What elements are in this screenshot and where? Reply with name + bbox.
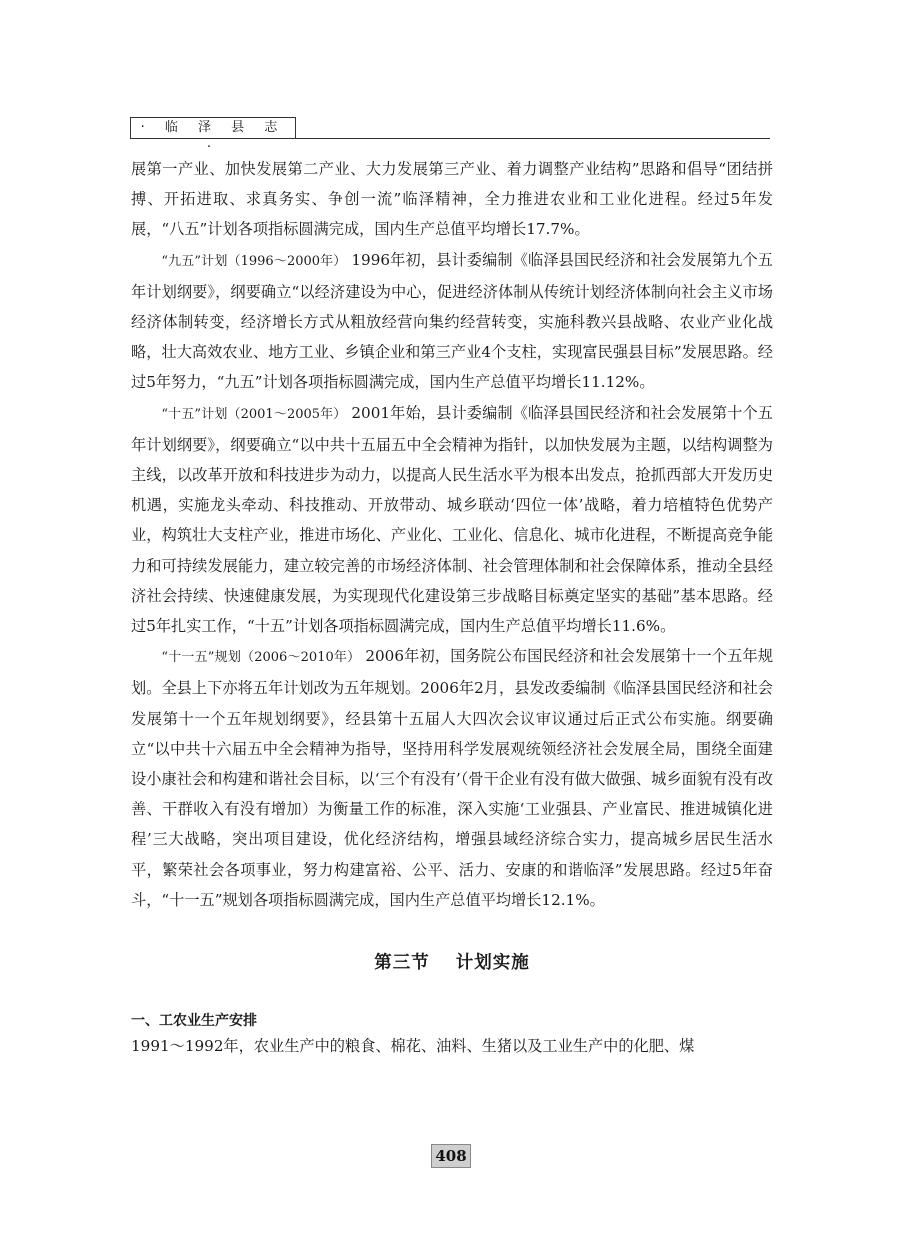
paragraph-tenth-plan <box>131 398 773 642</box>
header-title: · 临 泽 县 志 · <box>130 117 296 139</box>
paragraph-eleventh-plan <box>131 641 773 915</box>
subsection-heading: 一、工农业生产安排 <box>131 1013 257 1030</box>
running-header <box>130 115 770 155</box>
section-title: 计划实施 <box>455 953 530 974</box>
paragraph-ninth-plan <box>131 245 773 398</box>
section-number: 第三节 <box>374 953 430 974</box>
paragraph-eleventh-plan-text: 2006年初，国务院公布国民经济和社会发展第十一个五年规划。全县上下亦将五年计划改为五年规划。2006年2月，县发改委编制《临泽县国民经济和社会发展第十一个五年规划纲要》，经县第十五届人大四次会议审议通过后正式公布实施。纲要确立“以中共十六届五中全会精神为指导，坚持用科学发展观统领经济社会发展全局，围绕全面建设小康社会和构建和谐社会目标，以‘三个有没有’（骨干企业有没有做大做强、城乡面貌有没有改善、干群收入有没有增加）为衡量工作的标准，深入实施‘工业强县、产业富民、推进城镇化进程’三大战略，突出项目建设，优化经济结构，增强县域经济综合实力，提高城乡居民生活水平，繁荣社会各项事业，努力构建富裕、公平、活力、安康的和谐临泽”发展思路。经过5年奋斗，“十一五”规划各项指标圆满完成，国内生产总值平均增长12.1%。 <box>131 647 774 909</box>
page-number: 408 <box>431 1144 471 1168</box>
paragraph-production-arrangement: 1991～1992年，农业生产中的粮食、棉花、油料、生猪以及工业生产中的化肥、煤 <box>131 1037 695 1056</box>
plan-label-ninth: “九五”计划（1996～2000年） <box>161 253 347 269</box>
section-heading <box>131 949 773 981</box>
page-content <box>131 154 773 1061</box>
paragraph-continuation: 展第一产业、加快发展第二产业、大力发展第三产业、着力调整产业结构”思路和倡导“团结拼搏、开拓进取、求真务实、争创一流”临泽精神，全力推进农业和工业化进程。经过5年发展，“八五”计划各项指标圆满完成，国内生产总值平均增长17.7%。 <box>131 160 773 239</box>
plan-label-tenth: “十五”计划（2001～2005年） <box>161 406 347 422</box>
plan-label-eleventh: “十一五”规划（2006～2010年） <box>161 650 361 666</box>
paragraph-tenth-plan-text: 2001年始，县计委编制《临泽县国民经济和社会发展第十个五年计划纲要》，纲要确立“以中共十五届五中全会精神为指针，以加快发展为主题，以结构调整为主线，以改革开放和科技进步为动力，以提高人民生活水平为根本出发点，抢抓西部大开发历史机遇，实施龙头牵动、科技推动、开放带动、城乡联动‘四位一体’战略，着力培植特色优势产业，构筑壮大支柱产业，推进市场化、产业化、工业化、信息化、城市化进程，不断提高竞争能力和可持续发展能力，建立较完善的市场经济体制、社会管理体制和社会保障体系，推动全县经济社会持续、快速健康发展，为实现现代化建设第三步战略目标奠定坚实的基础”基本思路。经过5年扎实工作，“十五”计划各项指标圆满完成，国内生产总值平均增长11.6%。 <box>131 403 773 636</box>
header-rule <box>296 138 770 139</box>
paragraph-ninth-plan-text: 1996年初，县计委编制《临泽县国民经济和社会发展第九个五年计划纲要》，纲要确立“以经济建设为中心，促进经济体制从传统计划经济体制向社会主义市场经济体制转变，经济增长方式从粗放经营向集约经营转变，实施科教兴县战略、农业产业化战略，壮大高效农业、地方工业、乡镇企业和第三产业4个支柱，实现富民强县目标”发展思路。经过5年努力，“九五”计划各项指标圆满完成，国内生产总值平均增长11.12%。 <box>131 250 773 392</box>
